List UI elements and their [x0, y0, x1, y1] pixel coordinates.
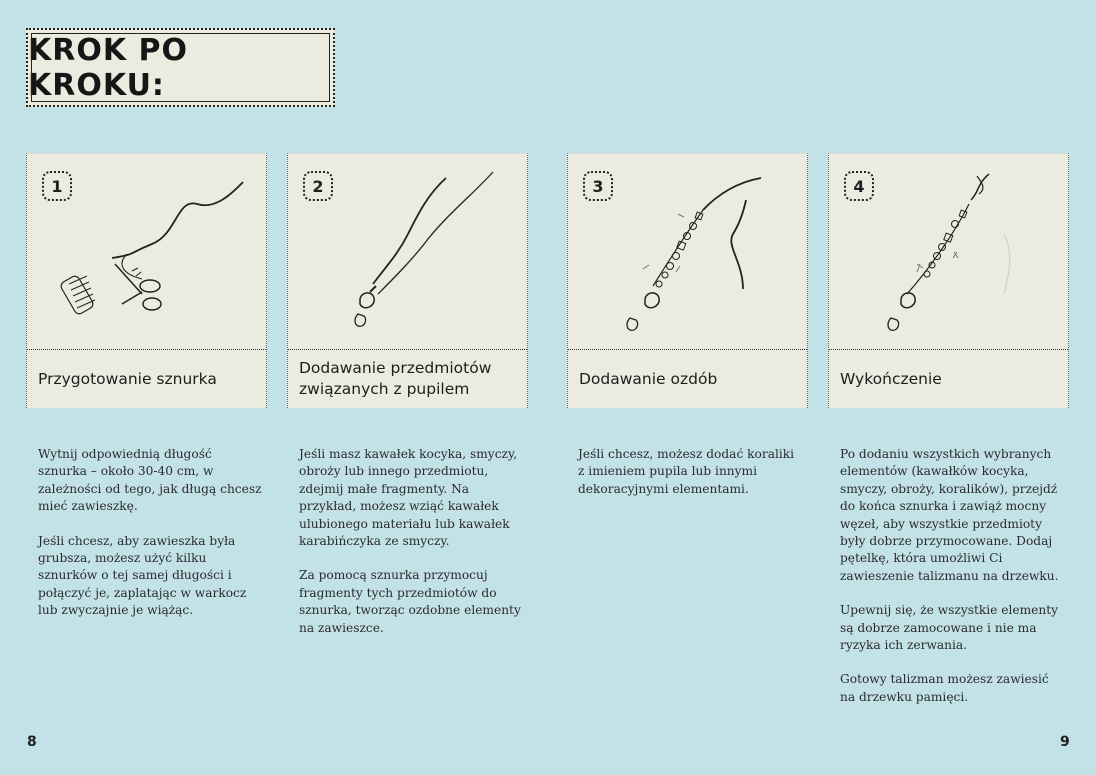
paragraph: Gotowy talizman możesz zawiesić na drzewku pamięci. — [840, 672, 1049, 704]
paragraph: Za pomocą sznurka przymocuj fragmenty tych przedmiotów do sznurka, tworząc ozdobne elementy na zawieszce. — [299, 568, 521, 635]
step-title: Dodawanie ozdób — [579, 369, 718, 388]
page-title: KROK PO KROKU: — [28, 32, 189, 103]
title-box — [26, 28, 335, 107]
step-card-3 — [567, 153, 808, 408]
step-description-1 — [38, 446, 263, 637]
step-description-2 — [299, 446, 524, 654]
step-card-4 — [828, 153, 1069, 408]
step-number-badge: 4 — [844, 171, 874, 201]
paragraph: Wytnij odpowiednią długość sznurka – około 30-40 cm, w zależności od tego, jak długą chcesz mieć zawieszkę. — [38, 447, 262, 514]
step-title: Dodawanie przedmiotów związanych z pupilem — [299, 359, 492, 398]
page-number-right: 9 — [1060, 734, 1070, 750]
paragraph: Upewnij się, że wszystkie elementy są dobrze zamocowane i nie ma ryzyka ich zerwania. — [840, 603, 1058, 653]
step-card-1 — [26, 153, 267, 408]
step-description-4 — [840, 446, 1065, 723]
paragraph: Po dodaniu wszystkich wybranych elementów (kawałków kocyka, smyczy, obroży, koralików), przejdź do końca sznurka i zawiąż mocny węzeł, aby wszystkie przedmioty były dobrze przymocowane. Dodaj pętelkę, która umożliwi Ci zawieszenie talizmanu na drzewku. — [840, 447, 1059, 583]
paragraph: Jeśli masz kawałek kocyka, smyczy, obroży lub innego przedmiotu, zdejmij małe fragmenty. Na przykład, możesz wziąć kawałek ulubionego materiału lub kawałek karabińczyka ze smyczy. — [299, 447, 518, 549]
step-number-badge: 3 — [583, 171, 613, 201]
step-title: Wykończenie — [840, 369, 942, 388]
step-card-2 — [287, 153, 528, 408]
paragraph: Jeśli chcesz, możesz dodać koraliki z imieniem pupila lub innymi dekoracyjnymi elementami. — [578, 447, 795, 496]
step-number-badge: 2 — [303, 171, 333, 201]
paragraph: Jeśli chcesz, aby zawieszka była grubsza, możesz użyć kilku sznurków o tej samej długości i połączyć je, zaplatając w warkocz lub zwyczajnie je wiążąc. — [38, 533, 247, 618]
step-description-3 — [578, 446, 803, 515]
page-number-left: 8 — [27, 734, 37, 750]
step-title: Przygotowanie sznurka — [38, 369, 217, 388]
step-number-badge: 1 — [42, 171, 72, 201]
